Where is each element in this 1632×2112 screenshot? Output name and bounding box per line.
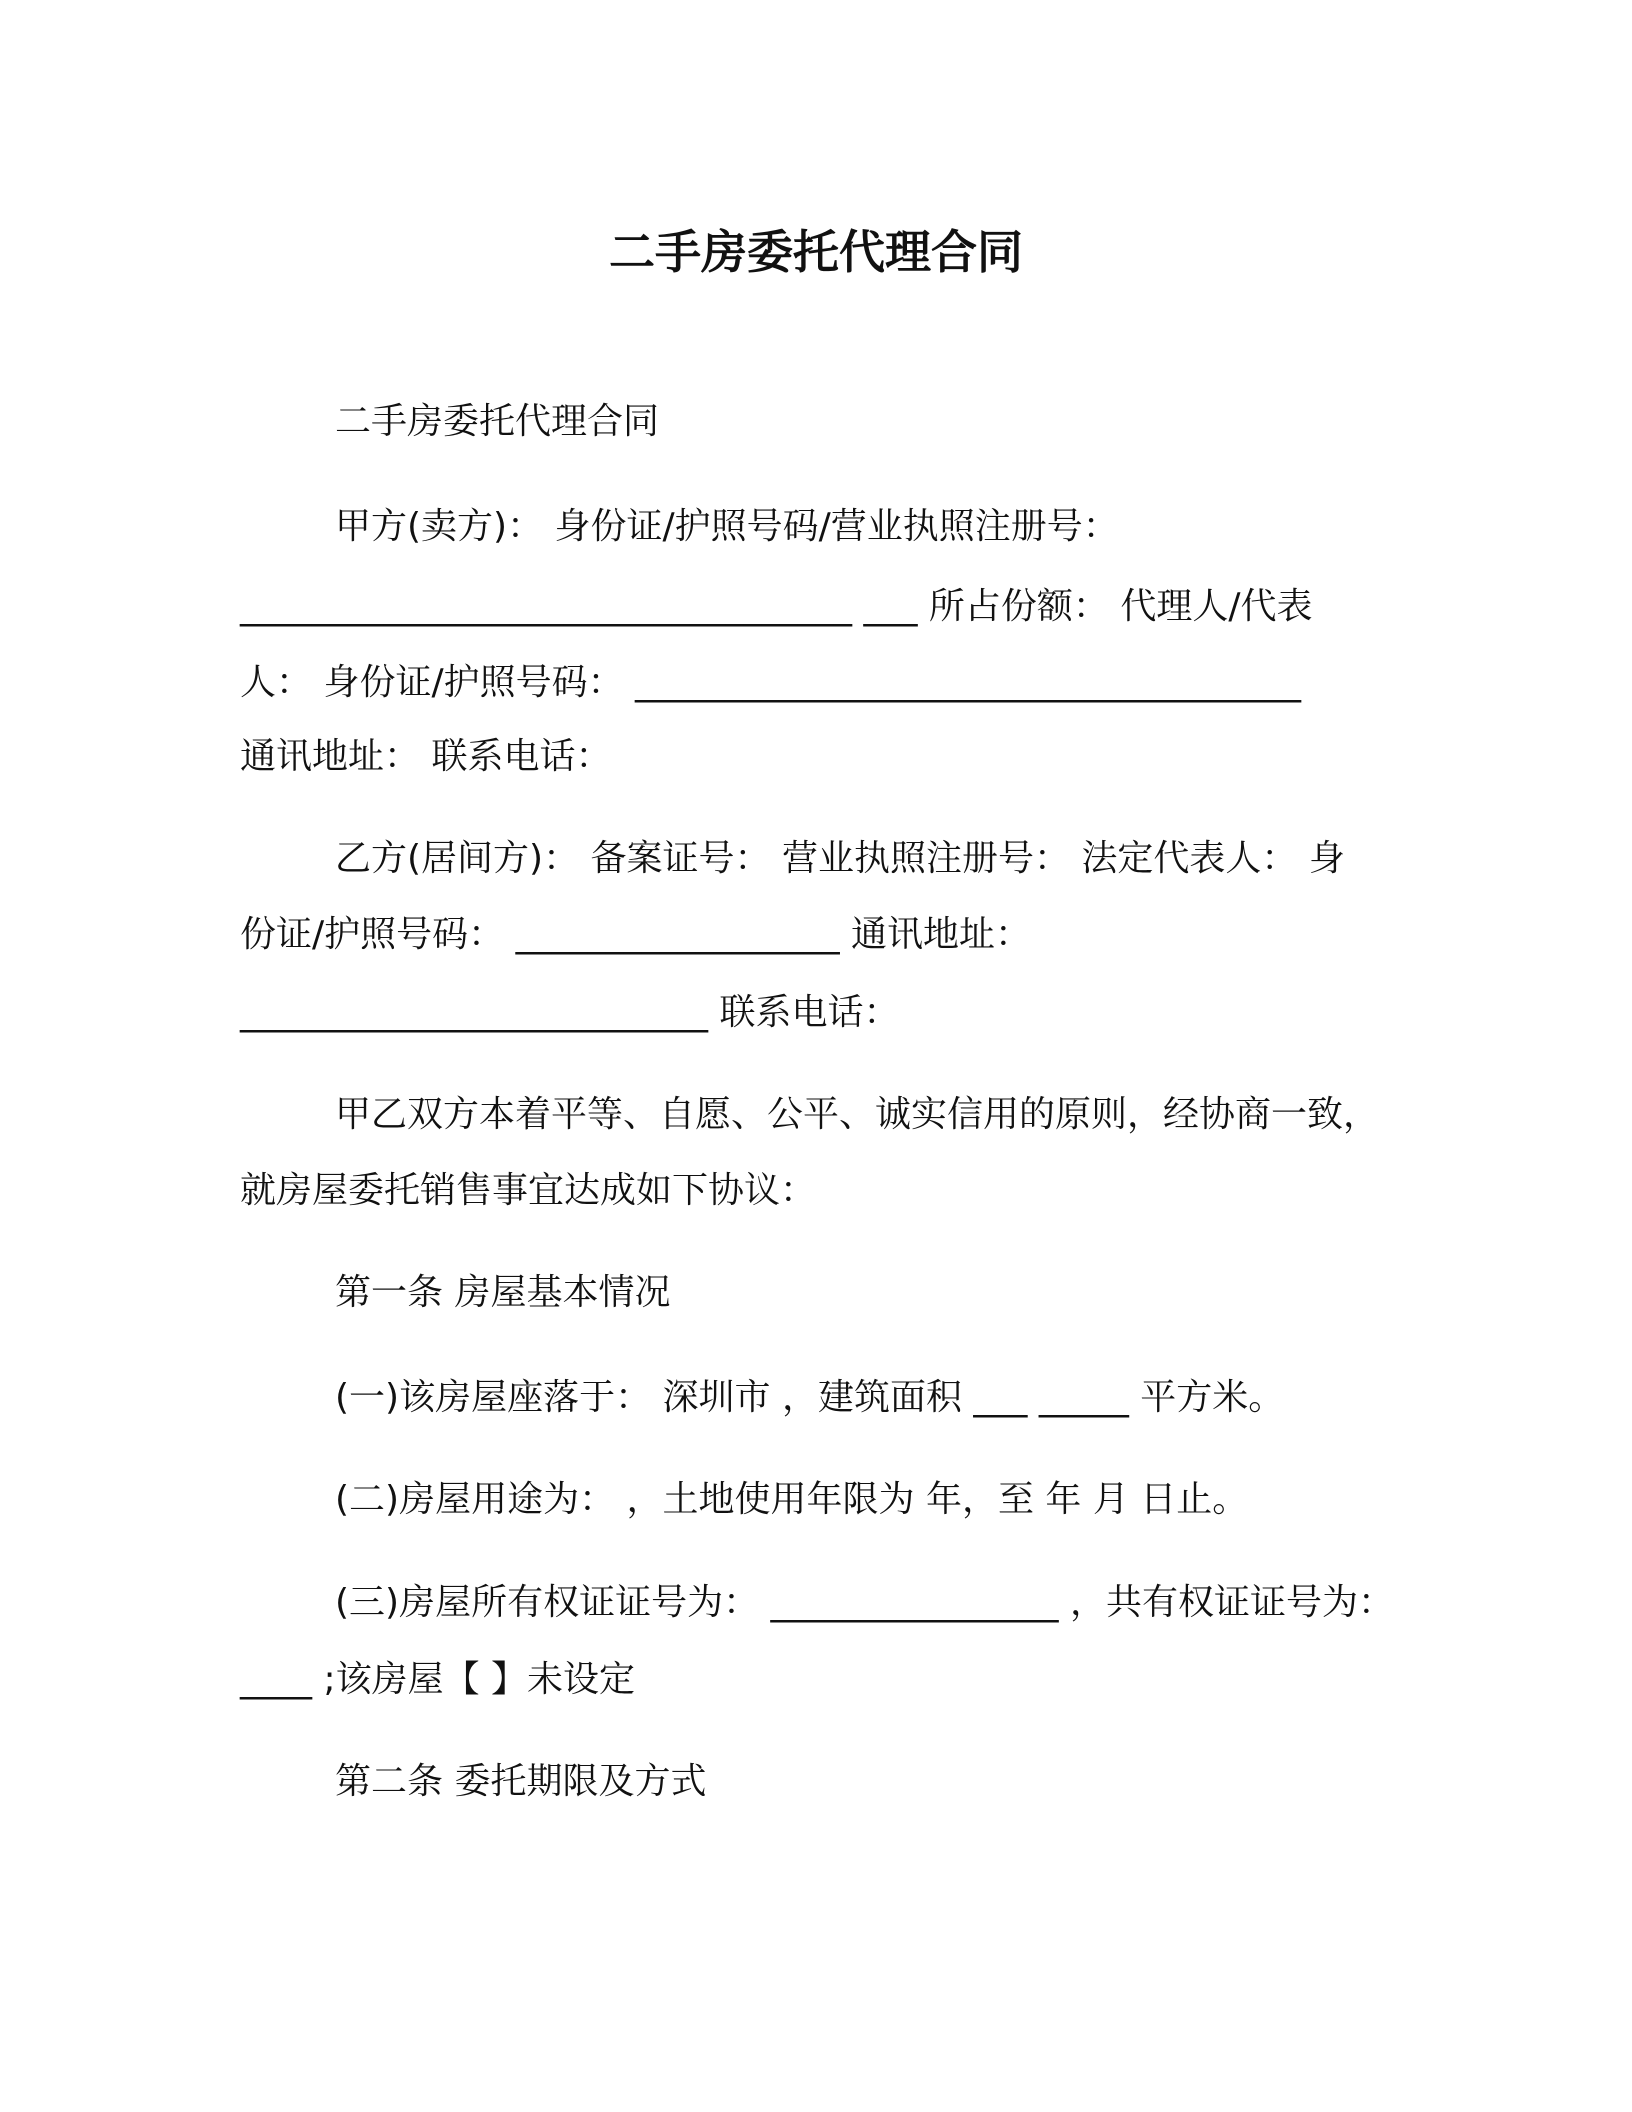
document-title: 二手房委托代理合同 [609,225,1023,279]
party-a-contact-line: 通讯地址： 联系电话： [240,736,612,777]
section-heading-contract-name: 二手房委托代理合同 [335,401,660,442]
party-b-contact-line: __________________________ 联系电话： [240,992,900,1033]
article-1-item-2: (二)房屋用途为： ，土地使用年限为 年，至 年 月 日止。 [335,1479,1249,1520]
article-2-heading: 第二条 委托期限及方式 [335,1761,707,1802]
party-a-line: 甲方(卖方)： 身份证/护照号码/营业执照注册号： [335,506,1119,547]
article-1-item-1: (一)该房屋座落于： 深圳市 ，建筑面积 ___ _____ 平方米。 [335,1377,1285,1418]
agreement-preamble-line-1: 甲乙双方本着平等、自愿、公平、诚实信用的原则，经协商一致， [335,1094,1380,1135]
party-a-agent-id-line: 人： 身份证/护照号码： _____________________________________ [240,662,1302,703]
article-1-item-3-line-1: (三)房屋所有权证证号为： ________________ ，共有权证证号为： [335,1582,1394,1623]
party-b-line: 乙方(居间方)： 备案证号： 营业执照注册号： 法定代表人： 身 [335,838,1345,879]
article-1-item-3-line-2: ____ ;该房屋【 】未设定 [240,1659,636,1700]
article-1-heading: 第一条 房屋基本情况 [335,1272,671,1313]
party-b-id-line: 份证/护照号码： __________________ 通讯地址： [240,914,1032,955]
agreement-preamble-line-2: 就房屋委托销售事宜达成如下协议： [240,1170,817,1211]
party-a-share-line: __________________________________ ___ 所占份额： 代理人/代表 [240,586,1313,627]
